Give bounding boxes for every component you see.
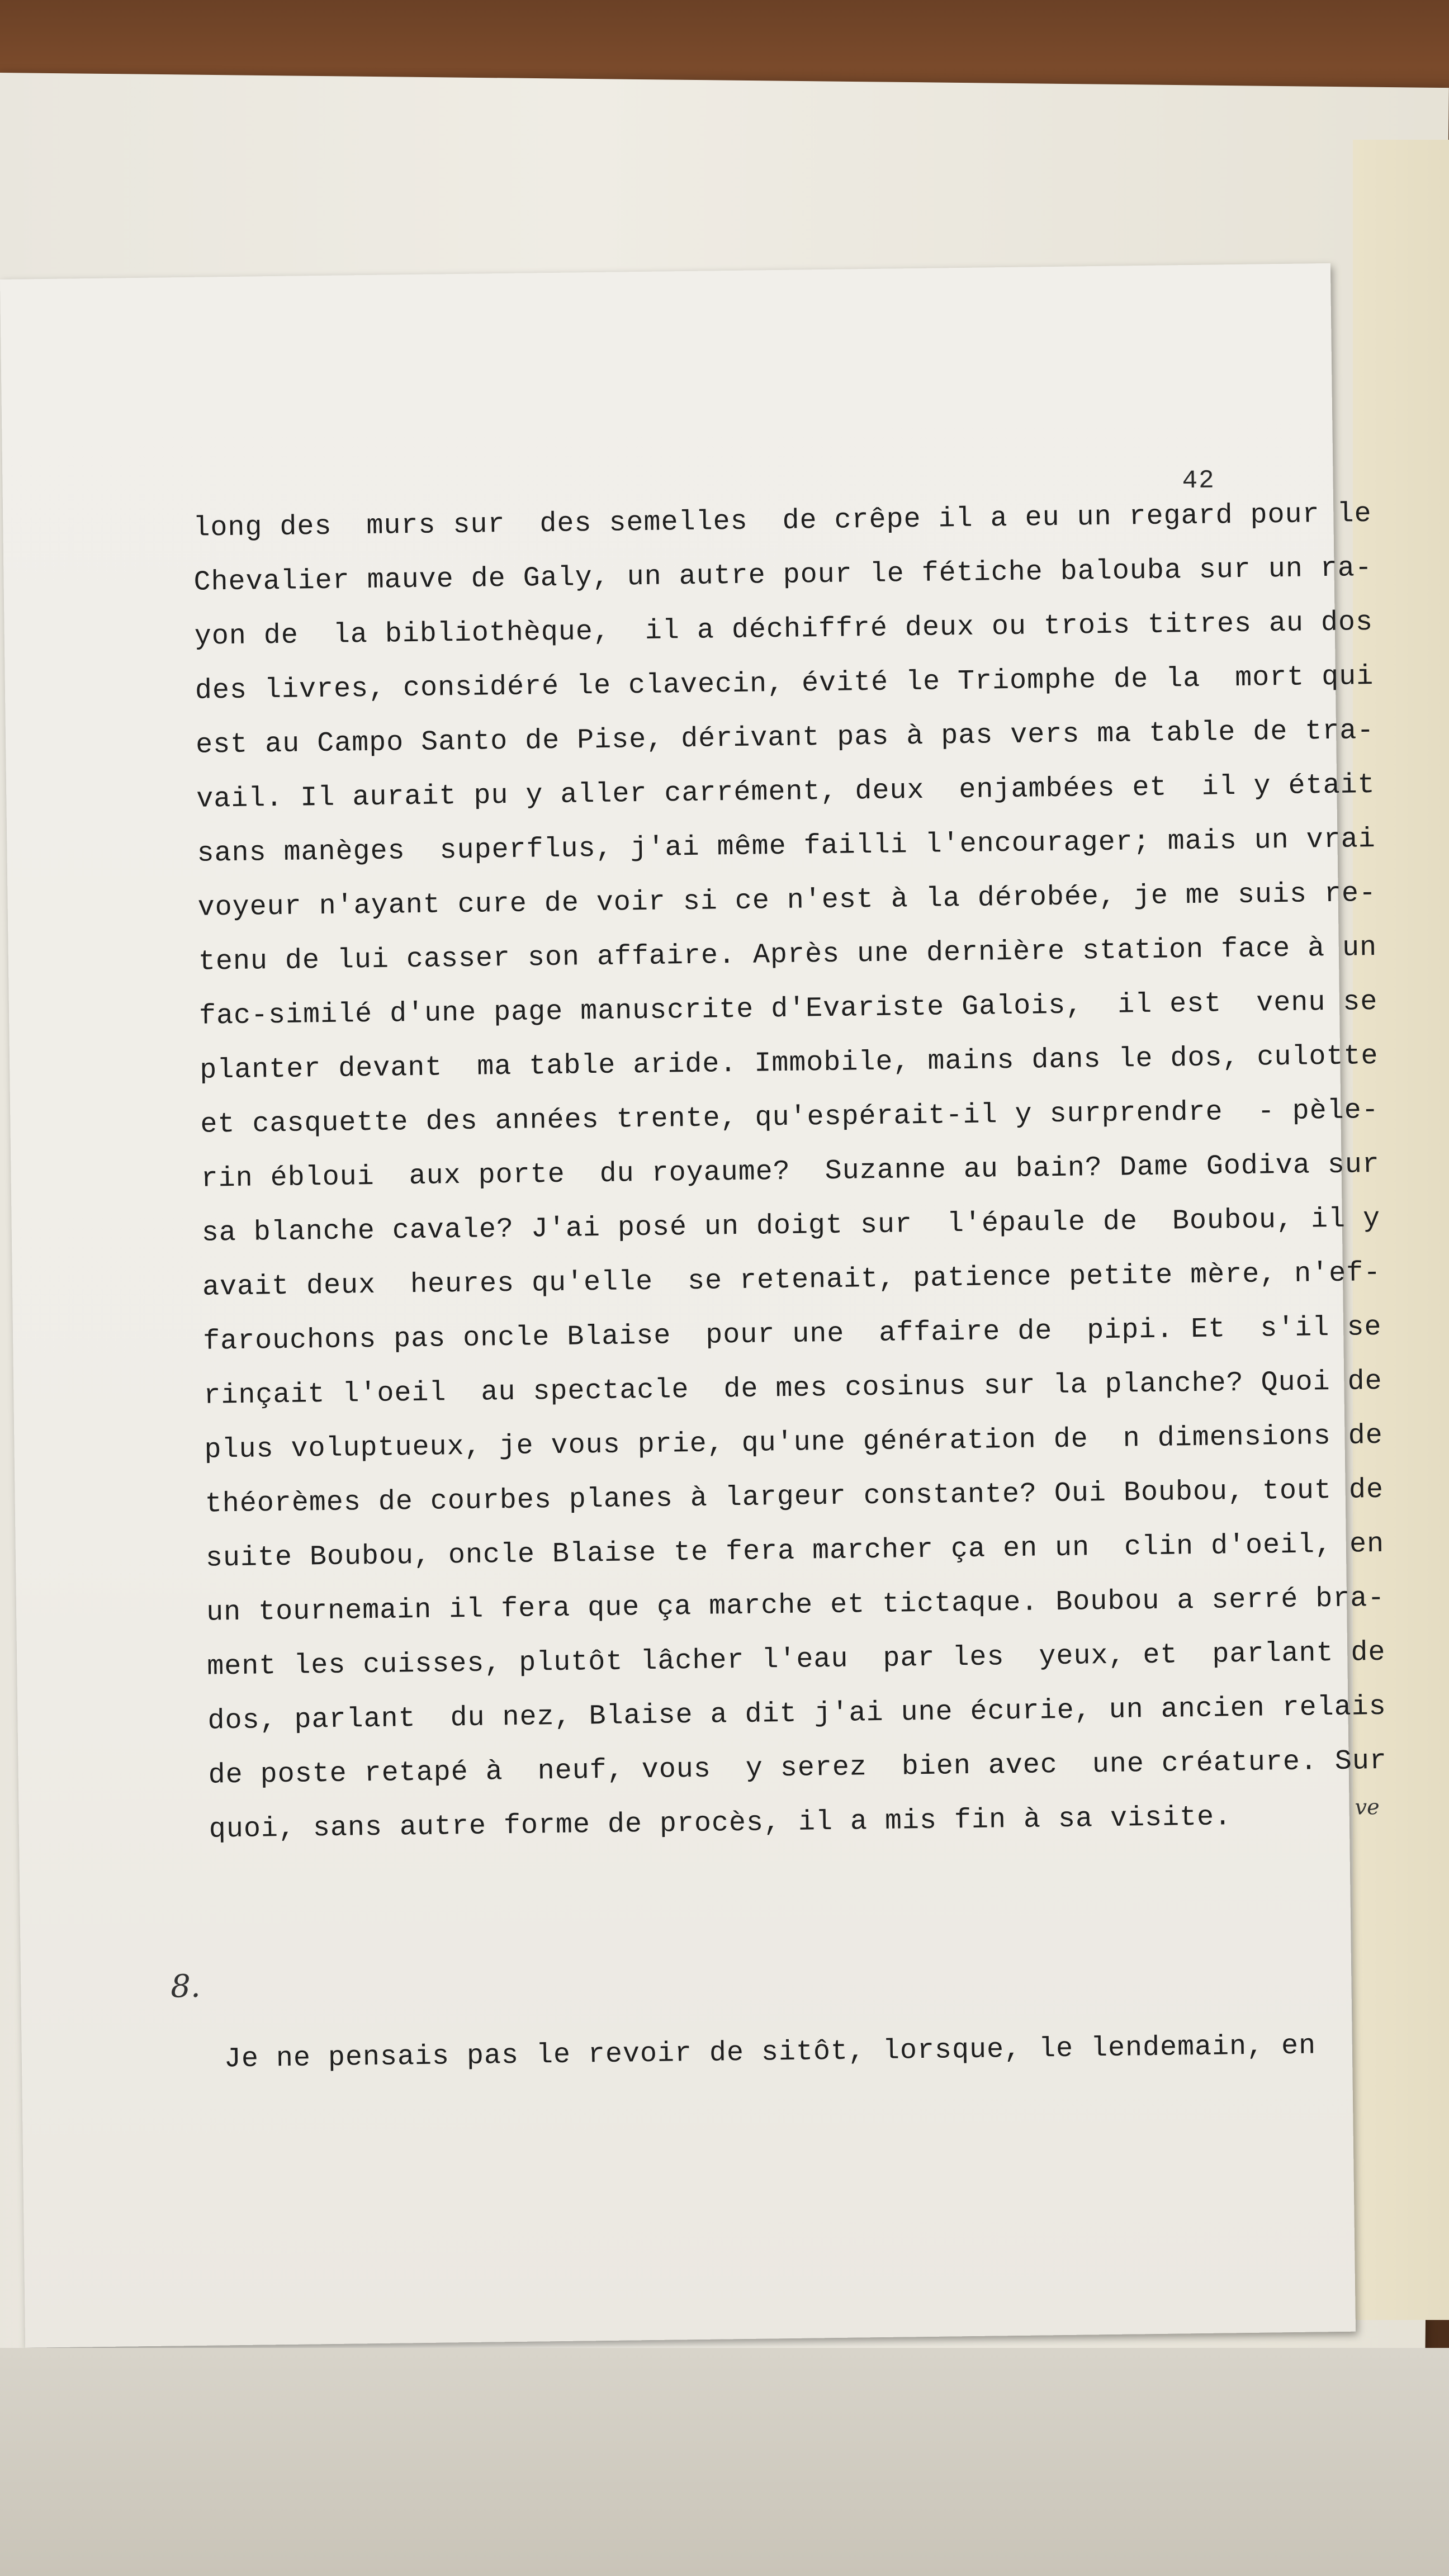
text-line: ment les cuisses, plutôt lâcher l'eau par les yeux, et parlant de bbox=[207, 1636, 1386, 1683]
text-line: long des murs sur des semelles de crêpe il a eu un regard pour le bbox=[193, 498, 1372, 544]
text-line: voyeur n'ayant cure de voir si ce n'est à la dérobée, je me suis re- bbox=[197, 878, 1377, 924]
text-line: vail. Il aurait pu y aller carrément, deux enjambées et il y était bbox=[196, 769, 1375, 816]
text-line: de poste retapé à neuf, vous y serez bien avec une créature. Sur bbox=[208, 1745, 1388, 1792]
text-line: fac-similé d'une page manuscrite d'Evariste Galois, il est venu se bbox=[198, 986, 1378, 1033]
text-line: quoi, sans autre forme de procès, il a mis fin à sa visite. bbox=[209, 1801, 1232, 1846]
text-line: farouchons pas oncle Blaise pour une affaire de pipi. Et s'il se bbox=[202, 1311, 1382, 1358]
text-line: et casquette des années trente, qu'espérait-il y surprendre - pèle- bbox=[200, 1094, 1380, 1141]
text-line: sans manèges superflus, j'ai même failli l'encourager; mais un vrai bbox=[197, 823, 1376, 870]
text-line: des livres, considéré le clavecin, évité le Triomphe de la mort qui bbox=[195, 661, 1374, 707]
text-line: planter devant ma table aride. Immobile, mains dans le dos, culotte bbox=[199, 1040, 1379, 1087]
text-line: rin ébloui aux porte du royaume? Suzanne au bain? Dame Godiva sur bbox=[201, 1148, 1380, 1195]
lower-sheet bbox=[0, 2348, 1449, 2576]
typewritten-page bbox=[0, 263, 1388, 2348]
paragraph-body bbox=[193, 498, 1388, 1846]
text-line: rinçait l'oeil au spectacle de mes cosinus sur la planche? Quoi de bbox=[203, 1365, 1382, 1412]
text-line: est au Campo Santo de Pise, dérivant pas à pas vers ma table de tra- bbox=[195, 715, 1375, 761]
text-line: yon de la bibliothèque, il a déchiffré deux ou trois titres au dos bbox=[194, 607, 1374, 653]
section-number: 8. bbox=[170, 1968, 201, 2005]
handwritten-margin-note: ve bbox=[1355, 1794, 1380, 1820]
text-line: sa blanche cavale? J'ai posé un doigt sur l'épaule de Boubou, il y bbox=[201, 1202, 1381, 1249]
text-line: plus voluptueux, je vous prie, qu'une génération de n dimensions de bbox=[204, 1419, 1384, 1466]
text-line: un tournemain il fera que ça marche et tictaque. Boubou a serré bra- bbox=[206, 1582, 1385, 1629]
text-line: théorèmes de courbes planes à largeur constante? Oui Boubou, tout de bbox=[205, 1474, 1384, 1521]
text-line: dos, parlant du nez, Blaise a dit j'ai une écurie, un ancien relais bbox=[207, 1690, 1387, 1737]
next-paragraph-line: Je ne pensais pas le revoir de sitôt, lorsque, le lendemain, en bbox=[224, 2030, 1317, 2076]
text-line: suite Boubou, oncle Blaise te fera marcher ça en un clin d'oeil, en bbox=[205, 1528, 1385, 1575]
text-line: tenu de lui casser son affaire. Après une dernière station face à un bbox=[198, 931, 1377, 978]
page-number: 42 bbox=[1182, 466, 1216, 496]
text-line: avait deux heures qu'elle se retenait, patience petite mère, n'ef- bbox=[202, 1257, 1381, 1304]
text-line: Chevalier mauve de Galy, un autre pour le fétiche balouba sur un ra- bbox=[193, 552, 1373, 599]
